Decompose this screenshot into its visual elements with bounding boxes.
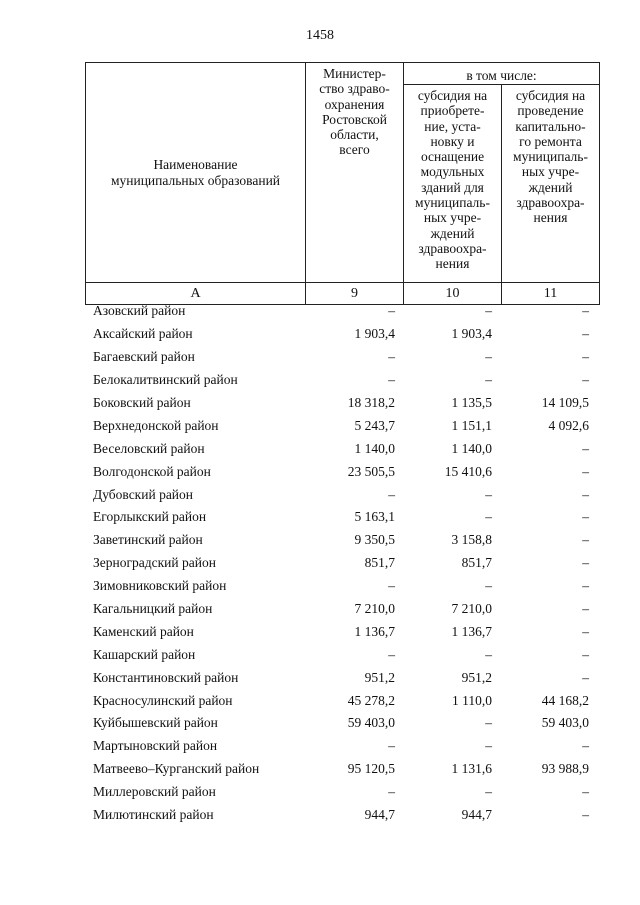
value-col-9: 944,7 (364, 807, 395, 823)
value-col-9: 851,7 (364, 555, 395, 571)
value-col-9: 1 140,0 (354, 440, 395, 456)
row-name: Волгодонской район (93, 463, 211, 479)
value-col-10: 1 136,7 (451, 623, 492, 639)
row-name: Красносулинский район (93, 692, 233, 708)
data-table (85, 300, 595, 826)
value-col-10: – (485, 486, 492, 502)
value-col-11: 44 168,2 (541, 692, 589, 708)
table-row (85, 552, 595, 575)
row-name: Зерноградский район (93, 555, 216, 571)
row-name: Аксайский район (93, 326, 193, 342)
row-name: Верхнедонской район (93, 417, 219, 433)
row-name: Кагальницкий район (93, 601, 213, 617)
row-name: Матвеево–Курганский район (93, 761, 260, 777)
value-col-11: 4 092,6 (548, 417, 589, 433)
code-11: 11 (502, 283, 600, 305)
value-col-9: 23 505,5 (347, 463, 395, 479)
value-col-11: – (582, 601, 589, 617)
value-col-9: – (388, 646, 395, 662)
row-name: Зимовниковский район (93, 578, 227, 594)
row-name: Миллеровский район (93, 784, 216, 800)
table-row (85, 712, 595, 735)
table-row (85, 689, 595, 712)
table-row (85, 506, 595, 529)
table-row (85, 300, 595, 323)
table-row (85, 323, 595, 346)
row-name: Азовский район (93, 303, 186, 319)
header-municipality: Наименование муниципальных образований (86, 63, 306, 283)
value-col-10: 944,7 (461, 807, 492, 823)
value-col-10: – (485, 349, 492, 365)
table-row (85, 346, 595, 369)
value-col-9: 1 136,7 (354, 623, 395, 639)
value-col-10: 951,2 (461, 669, 492, 685)
value-col-11: – (582, 303, 589, 319)
value-col-9: – (388, 349, 395, 365)
row-name: Багаевский район (93, 349, 195, 365)
table-row (85, 804, 595, 827)
value-col-10: – (485, 372, 492, 388)
value-col-9: – (388, 784, 395, 800)
code-10: 10 (404, 283, 502, 305)
value-col-10: – (485, 303, 492, 319)
row-name: Кашарский район (93, 646, 196, 662)
value-col-9: 18 318,2 (347, 395, 395, 410)
value-col-9: – (388, 578, 395, 594)
table-row (85, 414, 595, 437)
table-row (85, 460, 595, 483)
table-row (85, 369, 595, 392)
table-row (85, 735, 595, 758)
value-col-11: – (582, 623, 589, 639)
table-row (85, 781, 595, 804)
table-row (85, 643, 595, 666)
value-col-10: 7 210,0 (451, 601, 492, 617)
row-name: Егорлыкский район (93, 509, 207, 525)
value-col-11: 93 988,9 (541, 761, 589, 777)
table-row (85, 575, 595, 598)
value-col-11: – (582, 486, 589, 502)
value-col-11: – (582, 349, 589, 365)
value-col-11: – (582, 738, 589, 754)
code-9: 9 (306, 283, 404, 305)
table-row (85, 437, 595, 460)
value-col-11: 14 109,5 (541, 395, 589, 410)
value-col-9: 59 403,0 (347, 715, 395, 731)
value-col-9: 1 903,4 (354, 326, 395, 342)
row-name: Заветинский район (93, 532, 203, 548)
value-col-9: 951,2 (364, 669, 395, 685)
value-col-10: 1 151,1 (451, 417, 492, 433)
value-col-9: 5 163,1 (354, 509, 395, 525)
value-col-11: – (582, 578, 589, 594)
value-col-9: 95 120,5 (347, 761, 395, 777)
value-col-10: 1 903,4 (451, 326, 492, 342)
value-col-11: – (582, 646, 589, 662)
row-name: Милютинский район (93, 807, 214, 823)
value-col-9: 7 210,0 (354, 601, 395, 617)
value-col-9: 9 350,5 (354, 532, 395, 548)
value-col-10: 1 131,6 (451, 761, 492, 777)
value-col-10: – (485, 578, 492, 594)
value-col-11: – (582, 784, 589, 800)
value-col-11: – (582, 532, 589, 548)
value-col-10: 1 135,5 (451, 395, 492, 410)
table-row (85, 666, 595, 689)
value-col-11: – (582, 372, 589, 388)
table-row (85, 620, 595, 643)
header-col-10: субсидия на приобрете- ние, уста- новку и оснащение модульных зданий для муниципаль- ных учре- ждений здравоохра- нения (404, 85, 502, 283)
table-row (85, 758, 595, 781)
value-col-10: 851,7 (461, 555, 492, 571)
value-col-9: – (388, 486, 395, 502)
value-col-11: 59 403,0 (541, 715, 589, 731)
value-col-11: – (582, 807, 589, 823)
table-header (85, 62, 600, 305)
row-name: Веселовский район (93, 440, 205, 456)
row-name: Дубовский район (93, 486, 194, 502)
table-row (85, 392, 595, 415)
value-col-10: 1 140,0 (451, 440, 492, 456)
table-row (85, 529, 595, 552)
code-a: А (86, 283, 306, 305)
value-col-10: – (485, 738, 492, 754)
value-col-11: – (582, 463, 589, 479)
row-name: Мартыновский район (93, 738, 218, 754)
table-row (85, 598, 595, 621)
row-name: Каменский район (93, 623, 194, 639)
value-col-10: 3 158,8 (451, 532, 492, 548)
value-col-11: – (582, 509, 589, 525)
row-name: Боковский район (93, 395, 191, 410)
header-col-11: субсидия на проведение капитально- го ремонта муниципаль- ных учре- ждений здравоохра- нения (502, 85, 600, 283)
value-col-9: 45 278,2 (347, 692, 395, 708)
row-name: Куйбышевский район (93, 715, 218, 731)
row-name: Белокалитвинский район (93, 372, 238, 388)
value-col-9: – (388, 303, 395, 319)
page-number: 1458 (306, 28, 334, 43)
header-group: в том числе: (404, 63, 600, 85)
table-row (85, 483, 595, 506)
value-col-9: – (388, 372, 395, 388)
row-name: Константиновский район (93, 669, 239, 685)
value-col-11: – (582, 669, 589, 685)
value-col-10: 15 410,6 (444, 463, 492, 479)
value-col-11: – (582, 555, 589, 571)
header-col-9: Министер- ство здраво- охранения Ростовской области, всего (306, 63, 404, 283)
value-col-9: – (388, 738, 395, 754)
value-col-10: – (485, 784, 492, 800)
value-col-11: – (582, 440, 589, 456)
value-col-10: 1 110,0 (452, 692, 492, 708)
value-col-10: – (485, 646, 492, 662)
value-col-10: – (485, 715, 492, 731)
value-col-9: 5 243,7 (354, 417, 395, 433)
value-col-11: – (582, 326, 589, 342)
value-col-10: – (485, 509, 492, 525)
